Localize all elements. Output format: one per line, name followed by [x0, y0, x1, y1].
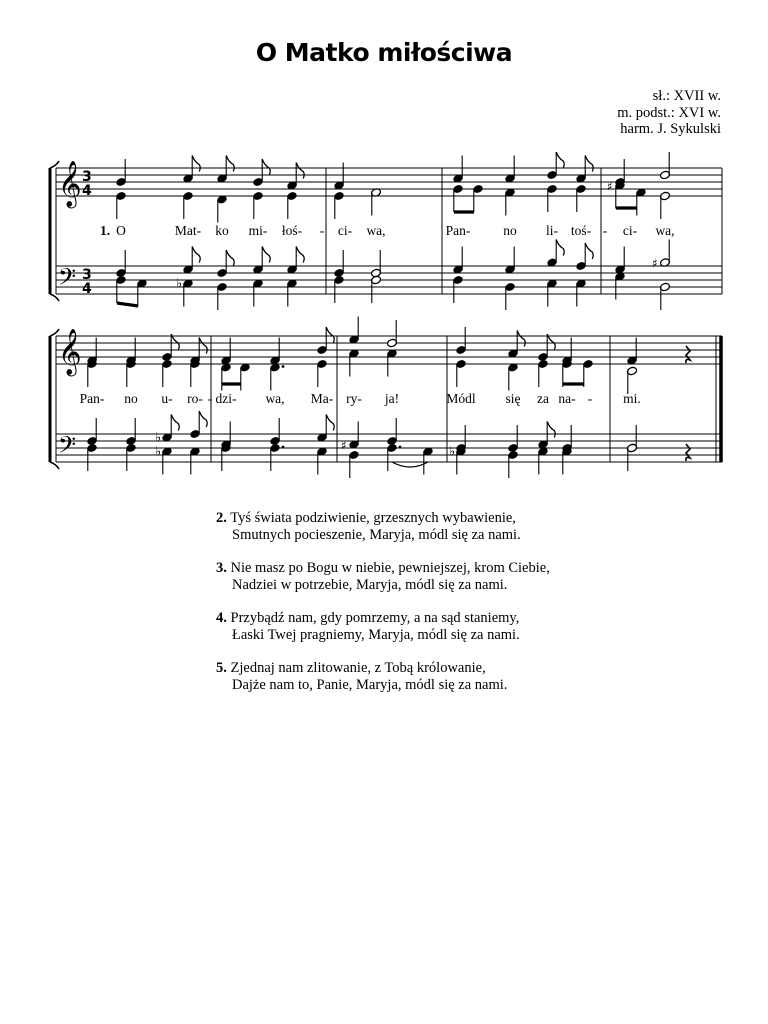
flat-sign: ♭	[155, 444, 162, 460]
lyric-syllable: za	[537, 391, 549, 406]
lyric-syllable: -	[207, 391, 213, 406]
note-flag	[226, 156, 234, 172]
lyric-syllable: wa,	[655, 223, 675, 238]
lyric-syllable: łoś-	[281, 223, 303, 238]
stanza-line: Łaski Twej pragniemy, Maryja, módl się za nami.	[232, 627, 520, 643]
time-sig-numerator: 3	[82, 169, 92, 185]
note-flag	[585, 243, 593, 259]
rest	[686, 346, 690, 363]
lyric-syllable: mi-	[248, 223, 268, 238]
lyric-syllable: ci-	[622, 223, 638, 238]
note-flag	[585, 156, 593, 172]
lyric-syllable: mi.	[623, 391, 641, 406]
note-flag	[296, 247, 304, 263]
lyric-syllable: O	[116, 223, 126, 238]
verse-number: 1.	[100, 223, 111, 238]
flat-sign: ♭	[176, 276, 183, 292]
lyric-syllable: ro-	[187, 391, 203, 406]
stanza-number: 2.	[216, 510, 227, 526]
lyric-syllable: Mat-	[174, 223, 202, 238]
lyric-syllable: dzi-	[215, 391, 237, 406]
sharp-sign: ♯	[607, 179, 613, 194]
credit-words: sł.: XVII w.	[652, 88, 721, 104]
time-sig-denominator: 4	[82, 281, 92, 297]
lyric-syllable: no	[124, 391, 138, 406]
stanza-line: Nadziei w potrzebie, Maryja, módl się za nami.	[232, 577, 508, 593]
credit-melody: m. podst.: XVI w.	[617, 104, 721, 121]
stanza-number: 3.	[216, 560, 227, 576]
lyric-syllable: ci-	[337, 223, 353, 238]
note-flag	[556, 152, 564, 168]
lyric-syllable: wa,	[265, 391, 285, 406]
note-flag	[192, 247, 200, 263]
stanza-3	[216, 560, 550, 594]
note-flag	[192, 156, 200, 172]
note-flag	[171, 415, 179, 431]
note-flag	[199, 338, 207, 354]
dot	[282, 365, 285, 368]
stanza-line: Nie masz po Bogu w niebie, pewniejszej, krom Ciebie,	[230, 560, 550, 576]
lyric-syllable: na-	[558, 391, 576, 406]
lyric-syllable: ry-	[346, 391, 362, 406]
bass-clef: 𝄢	[58, 263, 77, 296]
rest	[686, 444, 690, 461]
note-flag	[262, 247, 270, 263]
note-flag	[262, 159, 270, 175]
stanzas	[216, 510, 550, 710]
credit-harmony: harm. J. Sykulski	[620, 121, 721, 137]
note-flag	[226, 250, 234, 266]
stanza-line: Dajże nam to, Panie, Maryja, módl się za nami.	[232, 677, 508, 693]
stanza-2	[216, 510, 550, 544]
lyric-syllable: -	[319, 223, 325, 238]
time-sig-denominator: 4	[82, 183, 92, 199]
note-flag	[326, 327, 334, 343]
treble-clef: 𝄞	[58, 161, 82, 207]
lyric-syllable: toś-	[570, 223, 592, 238]
sharp-sign: ♯	[341, 438, 347, 453]
lyric-syllable: -	[587, 391, 593, 406]
tie	[392, 462, 428, 467]
note-flag	[199, 411, 207, 427]
lyric-syllable: ja!	[384, 391, 400, 406]
lyric-syllable: Módl	[446, 391, 476, 406]
treble-clef: 𝄞	[58, 329, 82, 375]
lyric-syllable: ko	[215, 223, 229, 238]
flat-sign: ♭	[155, 430, 162, 446]
page-title: O Matko miłościwa	[255, 38, 513, 67]
sharp-sign: ♯	[652, 256, 658, 271]
note-flag	[556, 240, 564, 256]
lyric-syllable: Pan-	[79, 391, 105, 406]
note-flag	[517, 331, 525, 347]
stanza-5	[216, 660, 550, 694]
time-sig-numerator: 3	[82, 267, 92, 283]
bass-clef: 𝄢	[58, 431, 77, 464]
note-flag	[326, 415, 334, 431]
music-system-2	[50, 317, 722, 479]
dot	[399, 446, 402, 449]
lyric-syllable: Pan-	[445, 223, 471, 238]
note-flag	[547, 422, 555, 438]
lyric-syllable: wa,	[366, 223, 386, 238]
stanza-line: Smutnych pocieszenie, Maryja, módl się za nami.	[232, 527, 521, 543]
stanza-number: 5.	[216, 660, 227, 676]
lyric-syllable: się	[505, 391, 521, 406]
stanza-number: 4.	[216, 610, 227, 626]
lyric-syllable: li-	[546, 223, 558, 238]
lyric-syllable: Ma-	[310, 391, 334, 406]
stanza-line: Przybądź nam, gdy pomrzemy, a na sąd staniemy,	[230, 610, 520, 626]
stanza-4	[216, 610, 550, 644]
lyric-syllable: -	[602, 223, 608, 238]
stanza-line: Tyś świata podziwienie, grzesznych wybawienie,	[230, 510, 516, 526]
flat-sign: ♭	[449, 444, 456, 460]
stanza-line: Zjednaj nam zlitowanie, z Tobą królowanie,	[230, 660, 486, 676]
lyric-syllable: u-	[161, 391, 173, 406]
lyric-syllable: no	[503, 223, 517, 238]
beam	[117, 303, 138, 306]
music-system-1	[50, 152, 722, 310]
note-flag	[296, 163, 304, 179]
dot	[282, 446, 285, 449]
